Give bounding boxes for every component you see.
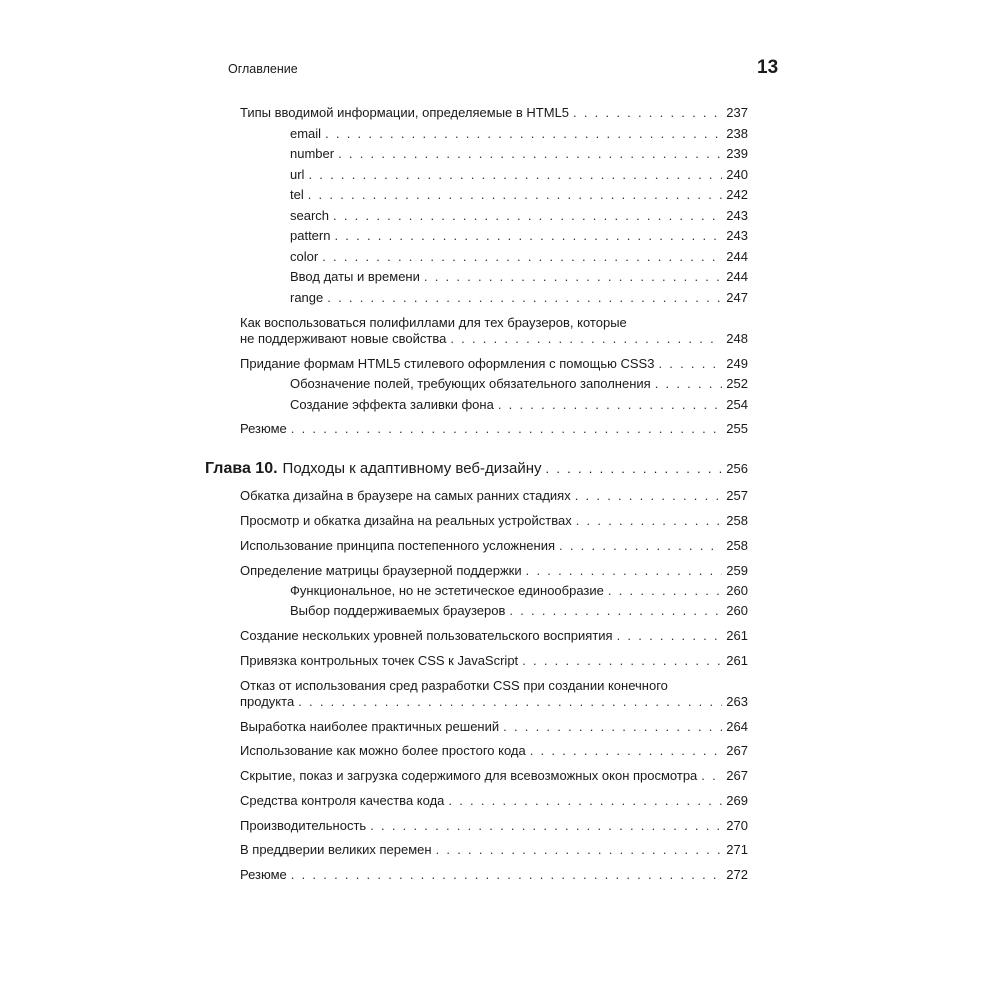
- toc-entry-text: color: [290, 249, 319, 264]
- toc-entry-page: 243: [726, 228, 748, 243]
- toc-entry-page: 238: [726, 126, 748, 141]
- toc-entry-text: Функциональное, но не эстетическое единообразие: [290, 583, 604, 598]
- chapter-label: Глава 10.: [205, 460, 278, 477]
- toc-entry-page: 244: [726, 249, 748, 264]
- dot-leader: [522, 653, 722, 669]
- toc-entry-text: Резюме: [240, 421, 287, 436]
- toc-entry: [240, 329, 748, 347]
- toc-entry-page: 255: [726, 421, 748, 436]
- toc-entry-text: number: [290, 146, 335, 161]
- toc-entry-text: В преддверии великих перемен: [240, 842, 432, 857]
- chapter-page: 256: [726, 461, 748, 476]
- dot-leader: [576, 513, 723, 529]
- toc-entry-page: 269: [726, 793, 748, 808]
- dot-leader: [658, 356, 722, 372]
- toc-subentry: [290, 226, 748, 244]
- dot-leader: [308, 187, 723, 203]
- toc-entry: [240, 766, 748, 784]
- toc-entry-text: Создание эффекта заливки фона: [290, 397, 494, 412]
- toc-entry: [240, 717, 748, 735]
- toc-entry-page: 264: [726, 719, 748, 734]
- toc-entry-text: Типы вводимой информации, определяемые в HTML5: [240, 105, 570, 120]
- dot-leader: [436, 842, 723, 858]
- toc-entry-page: 249: [726, 356, 748, 371]
- dot-leader: [655, 376, 723, 392]
- toc-entry-text: Просмотр и обкатка дизайна на реальных устройствах: [240, 513, 572, 528]
- toc-subentry: [290, 374, 748, 392]
- toc-entry-page: 257: [726, 488, 748, 503]
- toc-entry: [240, 741, 748, 759]
- toc-entry-text: не поддерживают новые свойства: [240, 331, 447, 346]
- toc-entry: [240, 865, 748, 883]
- toc-entry-text: range: [290, 290, 324, 305]
- dot-leader: [370, 818, 722, 834]
- toc-entry: [240, 651, 748, 669]
- toc-entry: [240, 536, 748, 554]
- toc-entry-text: Выбор поддерживаемых браузеров: [290, 603, 506, 618]
- toc-subentry: [290, 124, 748, 142]
- chapter-title: Подходы к адаптивному веб-дизайну: [282, 460, 542, 477]
- dot-leader: [608, 583, 722, 599]
- toc-entry-page: 254: [726, 397, 748, 412]
- toc-entry-text: Придание формам HTML5 стилевого оформления с помощью CSS3: [240, 356, 655, 371]
- toc-subentry: [290, 395, 748, 413]
- toc-entry-text: search: [290, 208, 330, 223]
- toc-subentry: [290, 185, 748, 203]
- dot-leader: [325, 126, 722, 142]
- toc-entry-text: tel: [290, 187, 304, 202]
- toc-entry-page: 239: [726, 146, 748, 161]
- dot-leader: [448, 793, 722, 809]
- dot-leader: [327, 290, 722, 306]
- page-number: 13: [757, 57, 779, 78]
- toc-entry-text: продукта: [240, 694, 295, 709]
- dot-leader: [526, 563, 723, 579]
- toc-entry-page: 258: [726, 538, 748, 553]
- toc-entry: [240, 626, 748, 644]
- dot-leader: [333, 208, 722, 224]
- toc-entry: [240, 791, 748, 809]
- toc-entry: [240, 419, 748, 437]
- toc-entry-text: Резюме: [240, 867, 287, 882]
- toc-entry-page: 267: [726, 743, 748, 758]
- toc-entry-page: 261: [726, 653, 748, 668]
- toc-entry-text: Обозначение полей, требующих обязательного заполнения: [290, 376, 651, 391]
- toc-entry-text: Средства контроля качества кода: [240, 793, 445, 808]
- dot-leader: [424, 269, 722, 285]
- toc-entry-text-line1: Как воспользоваться полифиллами для тех браузеров, которые: [240, 315, 627, 330]
- toc-entry-page: 247: [726, 290, 748, 305]
- dot-leader: [334, 228, 722, 244]
- toc-entry: [240, 103, 748, 121]
- dot-leader: [573, 105, 722, 121]
- toc-entry: [240, 511, 748, 529]
- toc-entry-page: 260: [726, 603, 748, 618]
- toc-entry-text: Обкатка дизайна в браузере на самых ранних стадиях: [240, 488, 571, 503]
- toc-entry-text: Производительность: [240, 818, 367, 833]
- toc-subentry: [290, 601, 748, 619]
- dot-leader: [291, 421, 723, 437]
- toc-entry-page: 270: [726, 818, 748, 833]
- toc-entry-text: Определение матрицы браузерной поддержки: [240, 563, 522, 578]
- toc-entry: [240, 692, 748, 710]
- toc-entry-text: Использование принципа постепенного усложнения: [240, 538, 556, 553]
- dot-leader: [338, 146, 722, 162]
- toc-entry-text: Выработка наиболее практичных решений: [240, 719, 500, 734]
- running-header-title: Оглавление: [228, 62, 298, 76]
- toc-subentry: [290, 267, 748, 285]
- toc-entry-page: 242: [726, 187, 748, 202]
- dot-leader: [291, 867, 723, 883]
- dot-leader: [701, 768, 722, 784]
- toc-entry-page: 271: [726, 842, 748, 857]
- toc-entry-page: 258: [726, 513, 748, 528]
- toc-entry-text: Скрытие, показ и загрузка содержимого для всевозможных окон просмотра: [240, 768, 698, 783]
- toc-subentry: [290, 206, 748, 224]
- toc-entry-page: 259: [726, 563, 748, 578]
- dot-leader: [498, 397, 722, 413]
- toc-entry: [240, 354, 748, 372]
- toc-entry-text: Ввод даты и времени: [290, 269, 420, 284]
- toc-entry-page: 272: [726, 867, 748, 882]
- toc-entry: [240, 816, 748, 834]
- toc-entry-text-line1: Отказ от использования сред разработки CSS при создании конечного: [240, 678, 668, 693]
- toc-entry-page: 261: [726, 628, 748, 643]
- dot-leader: [617, 628, 723, 644]
- toc-entry-page: 244: [726, 269, 748, 284]
- toc-subentry: [290, 247, 748, 265]
- toc-subentry: [290, 165, 748, 183]
- toc-entry-page: 260: [726, 583, 748, 598]
- dot-leader: [308, 167, 722, 183]
- chapter-heading: [205, 456, 748, 478]
- toc-entry-page: 240: [726, 167, 748, 182]
- dot-leader: [503, 719, 722, 735]
- toc-entry-page: 243: [726, 208, 748, 223]
- toc-entry-text: Создание нескольких уровней пользовательского восприятия: [240, 628, 613, 643]
- toc-subentry: [290, 144, 748, 162]
- dot-leader: [298, 694, 722, 710]
- toc-entry-page: 248: [726, 331, 748, 346]
- toc-entry-page: 267: [726, 768, 748, 783]
- dot-leader: [450, 331, 722, 347]
- dot-leader: [530, 743, 723, 759]
- toc-entry-text: Привязка контрольных точек CSS к JavaScript: [240, 653, 519, 668]
- toc-entry-page: 252: [726, 376, 748, 391]
- toc-entry: [240, 486, 748, 504]
- toc-entry-text: pattern: [290, 228, 331, 243]
- dot-leader: [509, 603, 722, 619]
- dot-leader: [322, 249, 722, 265]
- toc-entry-page: 237: [726, 105, 748, 120]
- dot-leader: [575, 488, 723, 504]
- toc-subentry: [290, 288, 748, 306]
- toc-subentry: [290, 581, 748, 599]
- dot-leader: [546, 460, 723, 478]
- toc-entry-page: 263: [726, 694, 748, 709]
- toc-entry: [240, 561, 748, 579]
- toc-entry-text: Использование как можно более простого кода: [240, 743, 526, 758]
- toc-entry-text: url: [290, 167, 305, 182]
- toc-entry: [240, 840, 748, 858]
- toc-entry-text: email: [290, 126, 322, 141]
- dot-leader: [559, 538, 722, 554]
